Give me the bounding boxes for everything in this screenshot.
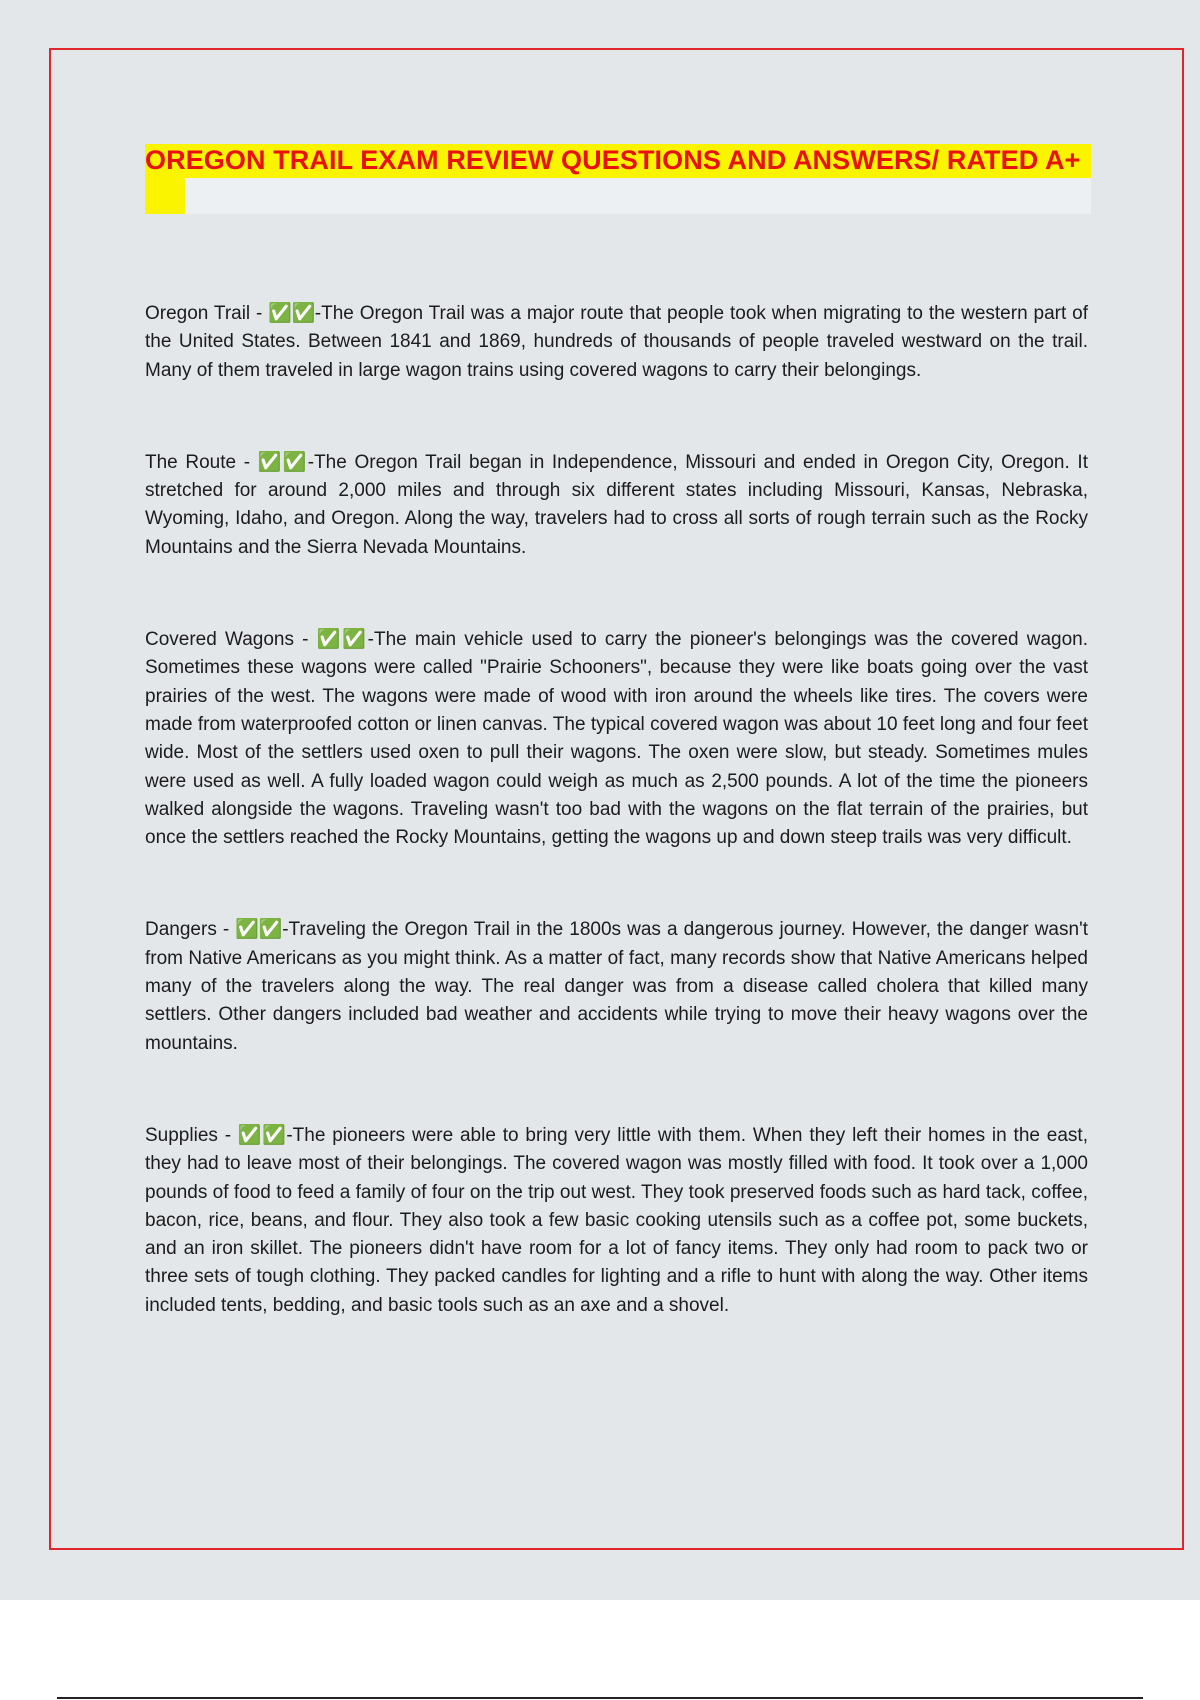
- check-mark-icon: ✅✅: [316, 629, 368, 651]
- footer-rule: [57, 1697, 1143, 1699]
- document-title: OREGON TRAIL EXAM REVIEW QUESTIONS AND ANSWERS/ RATED A+: [145, 145, 1081, 175]
- qa-term: Oregon Trail: [145, 303, 251, 324]
- qa-answer: Traveling the Oregon Trail in the 1800s was a dangerous journey. However, the danger wasn't from Native Americans as you might think. As a matter of fact, many records show that Native Americans helped many of the travelers along the way. The real danger was from a disease called cholera that killed many settlers. Other dangers included bad weather and accidents while trying to move their heavy wagons over the mountains.: [145, 919, 1088, 1054]
- qa-entry-oregon-trail: Oregon Trail - ✅✅-The Oregon Trail was a major route that people took when migrating to the western part of the United States. Between 1841 and 1869, hundreds of thousands of people traveled westward on the trail. Many of them traveled in large wagon trains using covered wagons to carry their belongings.: [145, 303, 1088, 381]
- qa-answer: The pioneers were able to bring very little with them. When they left their homes in the east, they had to leave most of their belongings. The covered wagon was mostly filled with food. It took over a 1,000 pounds of food to feed a family of four on the trip out west. They took preserved foods such as hard tack, coffee, bacon, rice, beans, and flour. They also took a few basic cooking utensils such as a coffee pot, some buckets, and an iron skillet. The pioneers didn't have room for a lot of fancy items. They only had room to pack two or three sets of tough clothing. They packed candles for lighting and a rifle to hunt with along the way. Other items included tents, bedding, and basic tools such as an axe and a shovel.: [145, 1124, 1088, 1316]
- qa-answer: The Oregon Trail was a major route that people took when migrating to the western part of the United States. Between 1841 and 1869, hundreds of thousands of people traveled westward on the trail. Many of them traveled in large wagon trains using covered wagons to carry their belongings.: [145, 303, 1088, 381]
- check-mark-icon: ✅✅: [235, 919, 283, 941]
- qa-term: Supplies: [145, 1124, 218, 1146]
- qa-entry-dangers: Dangers - ✅✅-Traveling the Oregon Trail in the 1800s was a dangerous journey. However, the danger wasn't from Native Americans as you might think. As a matter of fact, many records show that Native Americans helped many of the travelers along the way. The real danger was from a disease called cholera that killed many settlers. Other dangers included bad weather and accidents while trying to move their heavy wagons over the mountains.: [145, 919, 1088, 1054]
- title-line-2-shade: [185, 178, 1091, 214]
- qa-term: The Route: [145, 451, 237, 473]
- qa-entry-the-route: The Route - ✅✅-The Oregon Trail began in Independence, Missouri and ended in Oregon City, Oregon. It stretched for around 2,000 miles and through six different states including Missouri, Kansas, Nebraska, Wyoming, Idaho, and Oregon. Along the way, travelers had to cross all sorts of rough terrain such as the Rocky Mountains and the Sierra Nevada Mountains.: [145, 451, 1088, 558]
- check-mark-icon: ✅✅: [257, 451, 308, 473]
- qa-term: Dangers: [145, 919, 217, 941]
- qa-entry-covered-wagons: Covered Wagons - ✅✅-The main vehicle used to carry the pioneer's belongings was the covered wagon. Sometimes these wagons were called "Prairie Schooners", because they were like boats going over the vast prairies of the west. The wagons were made of wood with iron around the wheels like tires. The covers were made from waterproofed cotton or linen canvas. The typical covered wagon was about 10 feet long and four feet wide. Most of the settlers used oxen to pull their wagons. The oxen were slow, but steady. Sometimes mules were used as well. A fully loaded wagon could weigh as much as 2,500 pounds. A lot of the time the pioneers walked alongside the wagons. Traveling wasn't too bad with the wagons on the flat terrain of the prairies, but once the settlers reached the Rocky Mountains, getting the wagons up and down steep trails was very difficult.: [145, 629, 1088, 849]
- check-mark-icon: ✅✅: [237, 1124, 287, 1146]
- qa-term: Covered Wagons: [145, 629, 294, 651]
- document-body: [145, 300, 1088, 1384]
- title-highlight-line-2: [145, 178, 185, 214]
- qa-answer: The main vehicle used to carry the pioneer's belongings was the covered wagon. Sometimes these wagons were called "Prairie Schooners", because they were like boats going over the vast prairies of the west. The wagons were made of wood with iron around the wheels like tires. The covers were made from waterproofed cotton or linen canvas. The typical covered wagon was about 10 feet long and four feet wide. Most of the settlers used oxen to pull their wagons. The oxen were slow, but steady. Sometimes mules were used as well. A fully loaded wagon could weigh as much as 2,500 pounds. A lot of the time the pioneers walked alongside the wagons. Traveling wasn't too bad with the wagons on the flat terrain of the prairies, but once the settlers reached the Rocky Mountains, getting the wagons up and down steep trails was very difficult.: [145, 629, 1088, 849]
- check-mark-icon: ✅✅: [268, 303, 315, 324]
- qa-entry-supplies: Supplies - ✅✅-The pioneers were able to bring very little with them. When they left their homes in the east, they had to leave most of their belongings. The covered wagon was mostly filled with food. It took over a 1,000 pounds of food to feed a family of four on the trip out west. They took preserved foods such as hard tack, coffee, bacon, rice, beans, and flour. They also took a few basic cooking utensils such as a coffee pot, some buckets, and an iron skillet. The pioneers didn't have room for a lot of fancy items. They only had room to pack two or three sets of tough clothing. They packed candles for lighting and a rifle to hunt with along the way. Other items included tents, bedding, and basic tools such as an axe and a shovel.: [145, 1124, 1088, 1316]
- qa-answer: The Oregon Trail began in Independence, Missouri and ended in Oregon City, Oregon. It stretched for around 2,000 miles and through six different states including Missouri, Kansas, Nebraska, Wyoming, Idaho, and Oregon. Along the way, travelers had to cross all sorts of rough terrain such as the Rocky Mountains and the Sierra Nevada Mountains.: [145, 451, 1088, 558]
